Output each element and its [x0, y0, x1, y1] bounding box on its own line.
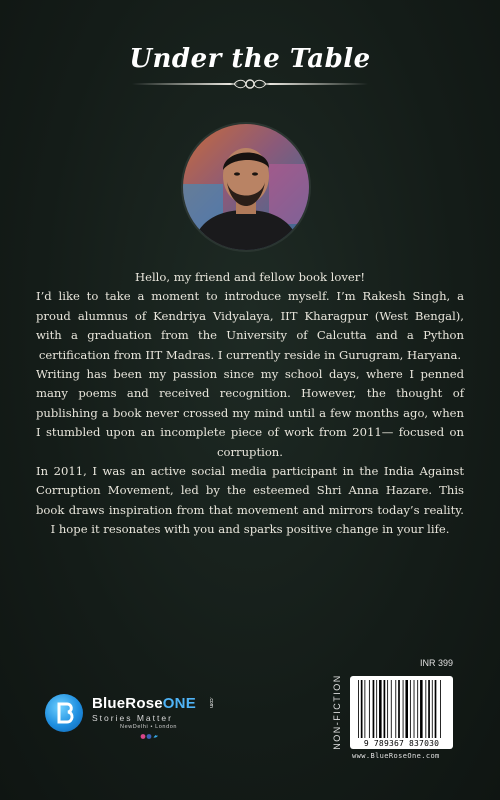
isbn-number: 9 789367 837030 [363, 739, 440, 748]
title-ornament-divider [130, 76, 370, 92]
author-portrait [183, 124, 309, 250]
book-title: Under the Table [129, 44, 371, 74]
genre-label: NON-FICTION [332, 674, 342, 750]
publisher-domain-suffix: .com [208, 697, 214, 708]
author-introduction [36, 268, 464, 540]
publisher-website: www.BlueRoseOne.com [352, 752, 440, 760]
paragraph-movement: In 2011, I was an active social media participant in the India Against Corruption Movement, led by the esteemed Shri Anna Hazare. This book draws inspiration from that movement and mirrors today’s reality. I hope it resonates with you and sparks positive change in your life. [36, 464, 464, 537]
social-media-icons [140, 733, 160, 740]
publisher-tagline: Stories Matter [92, 713, 173, 723]
barcode-bars [350, 680, 453, 742]
paragraph-intro: I’d like to take a moment to introduce myself. I’m Rakesh Singh, a proud alumnus of Kendriya Vidyalaya, IIT Kharagpur (West Bengal), with a graduation from the University of Calcutta and a Python certification from IIT Madras. I currently reside in Gurugram, Haryana. [36, 289, 464, 362]
isbn-barcode [350, 676, 453, 749]
publisher-name: BlueRoseONE [92, 695, 196, 712]
bluerose-logo-icon [45, 694, 83, 732]
publisher-locations: NewDelhi • London [120, 724, 178, 730]
greeting-line: Hello, my friend and fellow book lover! [135, 270, 365, 284]
paragraph-writing: Writing has been my passion since my school days, where I penned many poems and received recognition. However, the thought of publishing a book never crossed my mind until a few months ago, when I stumbled upon an incomplete piece of work from 2011— focused on corruption. [36, 367, 464, 459]
book-price: INR 399 [420, 658, 454, 668]
